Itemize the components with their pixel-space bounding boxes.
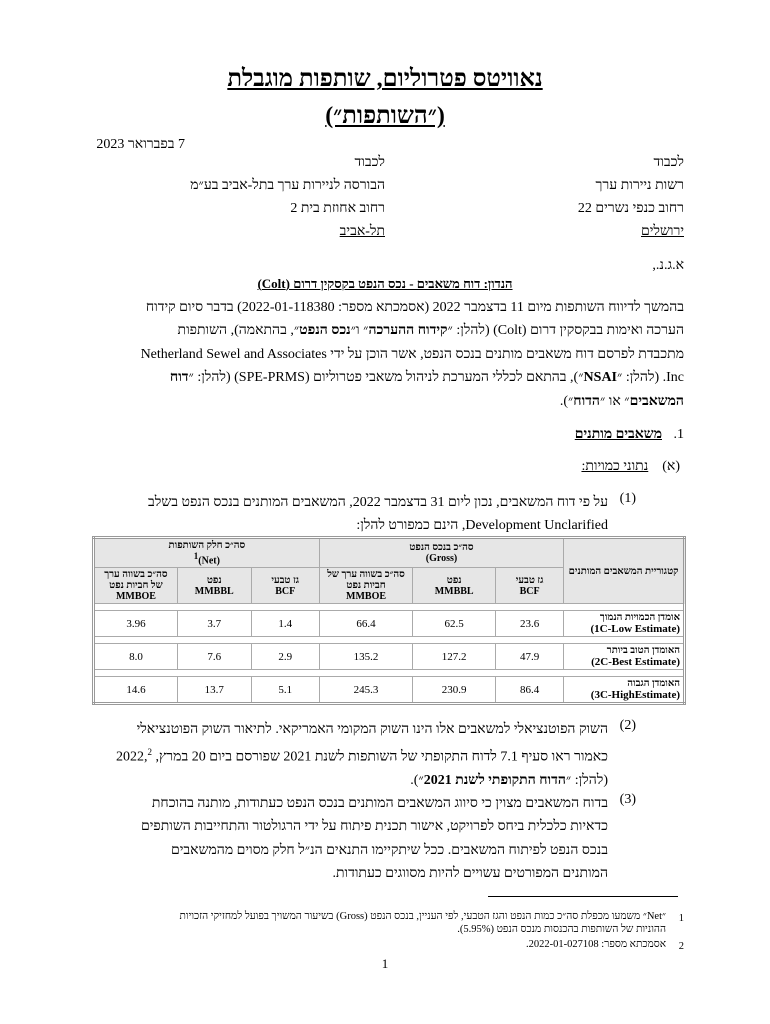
category-he: אומדן הכמויות הנמוך xyxy=(599,612,680,624)
intro-term: המשאבים xyxy=(629,393,684,409)
intro-term: דוח xyxy=(169,370,189,386)
header-net-gas xyxy=(251,568,319,604)
intro-paragraph xyxy=(88,296,684,413)
header-gross-group xyxy=(319,538,563,568)
header-label: סה״כ בשווה ערך של חביות נפט xyxy=(104,569,168,592)
row-category xyxy=(564,677,685,704)
item-2-term: הדוח התקופתי לשנת 2021 xyxy=(423,773,566,789)
item-1-line-2: Development Unclarified, הינם כמפורט להלן: xyxy=(356,518,608,534)
footnote-1-line-1: ״Net״ משמעו מכפלת סה״כ כמות הנפט והגז הטבעי, לפי העניין, בנכס הנפט (Gross) בשיעור המשויך בפועל למחזיקי הזכויות xyxy=(179,911,666,922)
intro-line-4 xyxy=(88,366,684,389)
intro-term: הדוח xyxy=(573,393,600,409)
header-gross-boe xyxy=(319,568,413,604)
cell-gross-oil: 127.2 xyxy=(413,644,496,670)
table-header-row xyxy=(94,538,685,568)
item-3-line-4: המותנים המפורטים עשויים להיות מסווגים כעתודות. xyxy=(332,866,608,882)
item-2-line-2-text: כאמור ראו סעיף 7.1 לדוח התקופתי של השותפות לשנת 2021 שפורסם ביום 20 במרץ, 2022, xyxy=(116,750,608,766)
header-unit: MMBBL xyxy=(434,585,474,597)
intro-text: Inc. (להלן: ״ xyxy=(617,370,684,386)
cell-gross-boe: 245.3 xyxy=(319,677,413,704)
footnote-separator xyxy=(488,896,678,897)
footnote-1-number: 1 xyxy=(678,913,684,924)
category-en: (1C-Low Estimate) xyxy=(590,623,680,636)
header-gross-title: סה״כ בנכס הנפט xyxy=(409,542,474,554)
item-2-number: (2) xyxy=(619,718,636,733)
contingent-resources-table xyxy=(92,536,686,705)
header-gross-oil xyxy=(413,568,496,604)
category-en: (2C-Best Estimate) xyxy=(591,656,680,669)
subsection-label: (א) xyxy=(662,459,680,474)
footnote-2-number: 2 xyxy=(678,941,684,952)
table-spacer xyxy=(94,670,685,677)
intro-term: קידוח ההערכה xyxy=(368,323,448,339)
document-title: נאוויטס פטרוליום, שותפות מוגבלת xyxy=(227,66,543,92)
cell-net-boe: 14.6 xyxy=(94,677,178,704)
footnote-2: אסמכתא מספר: 2022-01-027108. xyxy=(526,939,666,950)
category-he: האומדן הגבוה xyxy=(627,678,680,690)
document-date: 7 בפברואר 2023 xyxy=(96,137,185,152)
header-label: גז טבעי xyxy=(271,574,300,586)
section-number: 1. xyxy=(673,427,684,442)
header-label: סה״כ בשווה ערך של חביות נפט xyxy=(327,569,405,592)
item-2-line-2 xyxy=(80,741,608,769)
row-category xyxy=(564,611,685,637)
item-2-text xyxy=(80,718,608,793)
subsection-title: נתוני כמויות: xyxy=(581,459,649,474)
header-net-title: סה״כ חלק השותפות xyxy=(168,540,246,551)
header-gross-sub: (Gross) xyxy=(425,553,458,565)
intro-term: נכס הנפט xyxy=(299,323,351,339)
item-2-text-part: ״). xyxy=(410,773,424,789)
header-net-sub: (Net) xyxy=(198,555,220,567)
item-3-line-3: בנכס הנפט לפיתוח המשאבים. ככל שיתקיימו התנאים הנ״ל חלק מסוים מהמשאבים xyxy=(171,842,608,858)
header-unit: BCF xyxy=(519,585,540,597)
spacer-cell xyxy=(94,604,685,611)
footnote-ref: 1 xyxy=(193,551,199,561)
header-net-group xyxy=(94,538,320,568)
cell-net-boe: 8.0 xyxy=(94,644,178,670)
cell-net-oil: 7.6 xyxy=(177,644,251,670)
table-spacer xyxy=(94,604,685,611)
cell-gross-gas: 23.6 xyxy=(496,611,564,637)
header-gross-gas xyxy=(496,568,564,604)
section-title: משאבים מותנים xyxy=(574,427,662,442)
cell-net-gas: 2.9 xyxy=(251,644,319,670)
cell-gross-boe: 135.2 xyxy=(319,644,413,670)
header-net-oil xyxy=(177,568,251,604)
item-2-line-3 xyxy=(80,769,608,792)
cell-net-oil: 3.7 xyxy=(177,611,251,637)
addressee-left xyxy=(190,151,385,243)
intro-text: ״), בהתאם לכללי המערכת לניהול משאבי פטרוליום (SPE-PRMS) (להלן: ״ xyxy=(188,370,584,386)
header-unit: BCF xyxy=(275,585,296,597)
header-unit: MMBOE xyxy=(346,591,387,603)
addressee-right-city: ירושלים xyxy=(641,224,684,239)
subsection-heading xyxy=(581,459,680,475)
spacer-cell xyxy=(94,670,685,677)
table-row xyxy=(94,611,685,637)
category-en: (3C-HighEstimate) xyxy=(590,689,680,702)
item-3-text xyxy=(80,792,608,886)
addressee-right-salutation: לכבוד xyxy=(653,155,684,170)
cell-gross-gas: 47.9 xyxy=(496,644,564,670)
intro-line-3: מתכבדת לפרסם דוח משאבים מותנים בנכס הנפט, אשר הוכן על ידי Netherland Sewel and Associates xyxy=(140,346,684,362)
category-he: האומדן הטוב ביותר xyxy=(606,645,680,657)
table-row xyxy=(94,677,685,704)
header-label: נפט xyxy=(446,574,462,586)
subject-line: הנדון: דוח משאבים - נכס הנפט בקסקין דרום (Colt) xyxy=(257,276,513,291)
header-category: קטגוריית המשאבים המותנים xyxy=(564,538,685,604)
cell-net-gas: 1.4 xyxy=(251,611,319,637)
header-net-boe xyxy=(94,568,178,604)
header-net-sub-wrap xyxy=(98,551,316,566)
addressee-right-street: רחוב כנפי נשרים 22 xyxy=(577,201,684,216)
cell-gross-oil: 62.5 xyxy=(413,611,496,637)
cell-net-boe: 3.96 xyxy=(94,611,178,637)
intro-text: ״, בהתאמה), השותפות xyxy=(177,323,300,339)
intro-text: ״ או ״ xyxy=(599,393,630,409)
addressee-right-name: רשות ניירות ערך xyxy=(595,178,684,193)
cell-gross-boe: 66.4 xyxy=(319,611,413,637)
header-label: נפט xyxy=(206,574,222,586)
header-label: גז טבעי xyxy=(515,574,544,586)
intro-line-1: בהמשך לדיווח השותפות מיום 11 בדצמבר 2022 (אסמכתא מספר: 2022-01-118380) בדבר סיום קידוח xyxy=(145,300,684,315)
page-number: 1 xyxy=(381,956,389,971)
addressee-right xyxy=(578,151,684,243)
intro-text: הערכה ואימות בבקסקין דרום (Colt) (להלן: ״ xyxy=(447,323,684,339)
spacer-cell xyxy=(94,637,685,644)
intro-line-2 xyxy=(88,319,684,342)
item-2-text-part: (להלן: ״ xyxy=(565,773,608,789)
intro-term: NSAI xyxy=(583,370,618,386)
footnote-ref: 2 xyxy=(147,747,153,758)
item-1-number: (1) xyxy=(619,491,636,506)
intro-line-5 xyxy=(88,390,684,413)
row-category xyxy=(564,644,685,670)
intro-text: ״ ו״ xyxy=(350,323,369,339)
document-title-alias: (״השותפות״) xyxy=(325,103,445,129)
intro-text: ״). xyxy=(559,393,574,409)
header-unit: MMBOE xyxy=(115,591,156,603)
cell-gross-oil: 230.9 xyxy=(413,677,496,704)
item-3-line-2: כדאיות כלכלית ביחס לפרויקט, אישור תכנית פיתוח על ידי הרגולטור והתחייבות השותפים xyxy=(140,819,608,835)
table-spacer xyxy=(94,637,685,644)
table-row xyxy=(94,644,685,670)
item-3-number: (3) xyxy=(619,792,636,807)
footnote-1-line-2: ההוניות של השותפות בהכנסות מנכס הנפט (5.95%). xyxy=(457,924,666,935)
addressee-left-city: תל-אביב xyxy=(339,224,385,239)
cell-gross-gas: 86.4 xyxy=(496,677,564,704)
cell-net-oil: 13.7 xyxy=(177,677,251,704)
greeting: א.ג.נ., xyxy=(652,258,684,273)
addressee-left-salutation: לכבוד xyxy=(354,155,385,170)
footnote-1 xyxy=(76,910,666,936)
cell-net-gas: 5.1 xyxy=(251,677,319,704)
item-1-line-1: על פי דוח המשאבים, נכון ליום 31 בדצמבר 2022, המשאבים המותנים בנכס הנפט בשלב xyxy=(148,495,608,510)
item-2-line-1: השוק הפוטנציאלי למשאבים אלו הינו השוק המקומי האמריקאי. לתיאור השוק הפוטנציאלי xyxy=(136,722,608,737)
item-1-text xyxy=(80,491,608,538)
item-3-line-1: בדוח המשאבים מצוין כי סיווג המשאבים המותנים בנכס הנפט כעתודות, מותנה בהוכחת xyxy=(151,796,608,811)
section-heading xyxy=(575,427,684,443)
addressee-left-name: הבורסה לניירות ערך בתל-אביב בע״מ xyxy=(190,178,385,193)
addressee-left-street: רחוב אחוזת בית 2 xyxy=(290,201,385,216)
header-unit: MMBBL xyxy=(194,585,234,597)
